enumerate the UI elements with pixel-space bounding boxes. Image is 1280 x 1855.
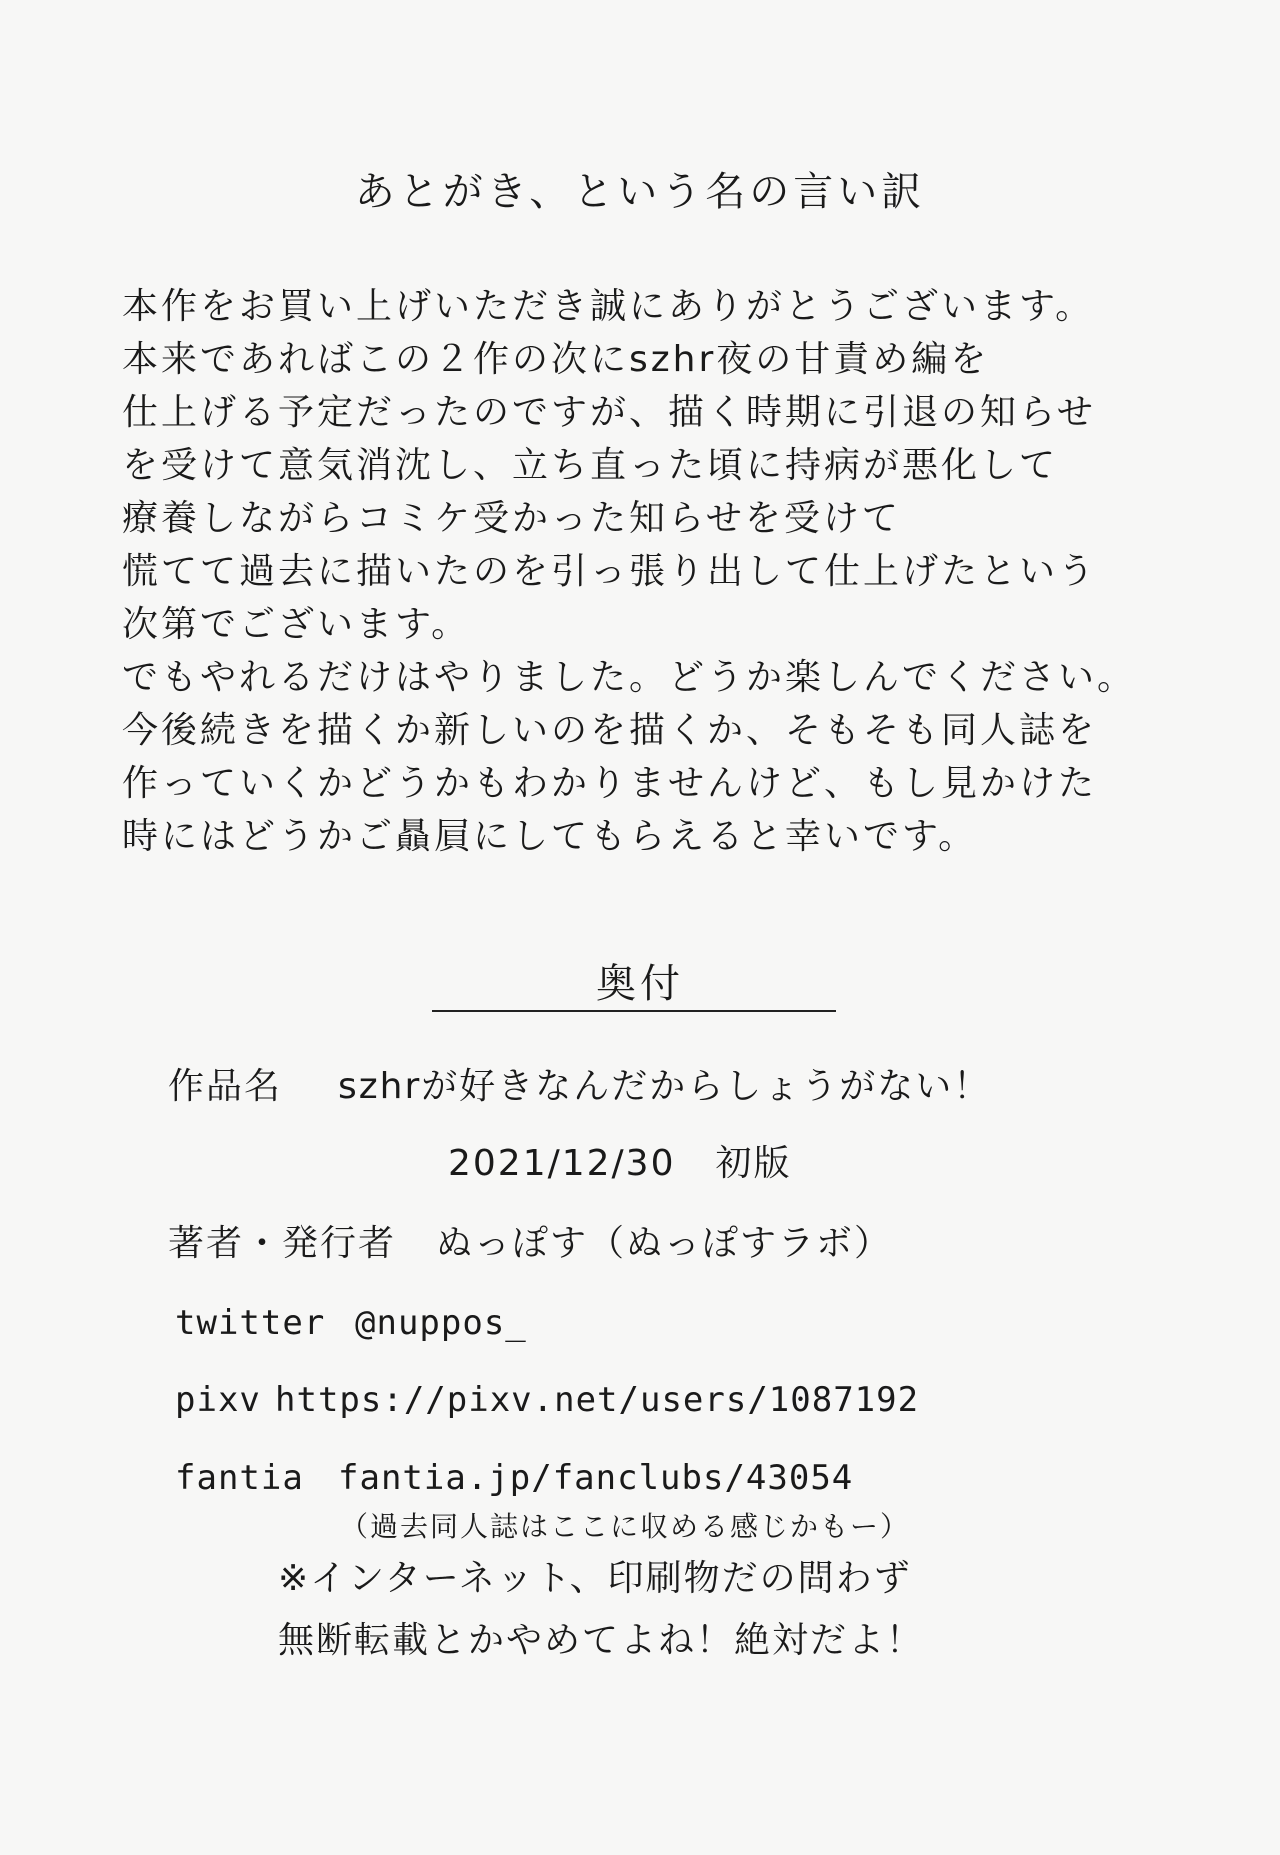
afterword-line: 本作をお買い上げいただき誠にありがとうございます。 bbox=[122, 286, 1095, 327]
twitter-row bbox=[175, 1303, 527, 1343]
fantia-note: （過去同人誌はここに収める感じかもー） bbox=[340, 1510, 911, 1543]
afterword-line: 次第でございます。 bbox=[122, 604, 471, 645]
afterword-line: 本来であればこの２作の次にszhr夜の甘責め編を bbox=[122, 339, 990, 380]
afterword-line: 仕上げる予定だったのですが、描く時期に引退の知らせ bbox=[122, 392, 1096, 433]
afterword-line: 慌てて過去に描いたのを引っ張り出して仕上げたという bbox=[122, 551, 1098, 592]
afterword-line: 作っていくかどうかもわかりませんけど、もし見かけた bbox=[122, 763, 1098, 804]
afterword-line: 今後続きを描くか新しいのを描くか、そもそも同人誌を bbox=[122, 710, 1098, 751]
pixiv-row bbox=[175, 1380, 919, 1420]
twitter-handle: @nuppos_ bbox=[355, 1303, 527, 1343]
colophon-divider bbox=[432, 1010, 836, 1012]
warning-line: 無断転載とかやめてよね！絶対だよ！ bbox=[278, 1620, 925, 1661]
afterword-line: を受けて意気消沈し、立ち直った頃に持病が悪化して bbox=[122, 445, 1059, 486]
afterword-line: でもやれるだけはやりました。どうか楽しんでください。 bbox=[122, 657, 1137, 698]
work-title-row bbox=[168, 1058, 991, 1109]
repost-warning bbox=[278, 1548, 924, 1672]
fantia-label: fantia bbox=[175, 1458, 304, 1498]
author-label: 著者・発行者 bbox=[168, 1223, 397, 1264]
afterword-line: 療養しながらコミケ受かった知らせを受けて bbox=[122, 498, 901, 539]
edition-label: 初版 bbox=[715, 1143, 792, 1184]
fantia-row bbox=[175, 1458, 853, 1498]
colophon-title: 奥付 bbox=[596, 961, 684, 1007]
fantia-url: fantia.jp/fanclubs/43054 bbox=[338, 1458, 854, 1498]
twitter-label: twitter bbox=[175, 1303, 326, 1343]
author-name: ぬっぽす（ぬっぽすラボ） bbox=[436, 1223, 893, 1264]
publication-date-row bbox=[448, 1135, 792, 1186]
warning-line: ※インターネット、印刷物だの問わず bbox=[278, 1558, 912, 1599]
afterword-line: 時にはどうかご贔屓にしてもらえると幸いです。 bbox=[122, 816, 978, 857]
pixiv-label: pixv bbox=[175, 1380, 261, 1420]
afterword-body bbox=[122, 280, 1222, 863]
pixiv-url: https://pixv.net/users/1087192 bbox=[275, 1380, 920, 1420]
author-row bbox=[168, 1215, 892, 1266]
work-title: szhrが好きなんだからしょうがない！ bbox=[338, 1066, 992, 1107]
work-label: 作品名 bbox=[168, 1066, 283, 1107]
publication-date: 2021/12/30 bbox=[448, 1143, 676, 1184]
afterword-title: あとがき、という名の言い訳 bbox=[354, 169, 926, 215]
